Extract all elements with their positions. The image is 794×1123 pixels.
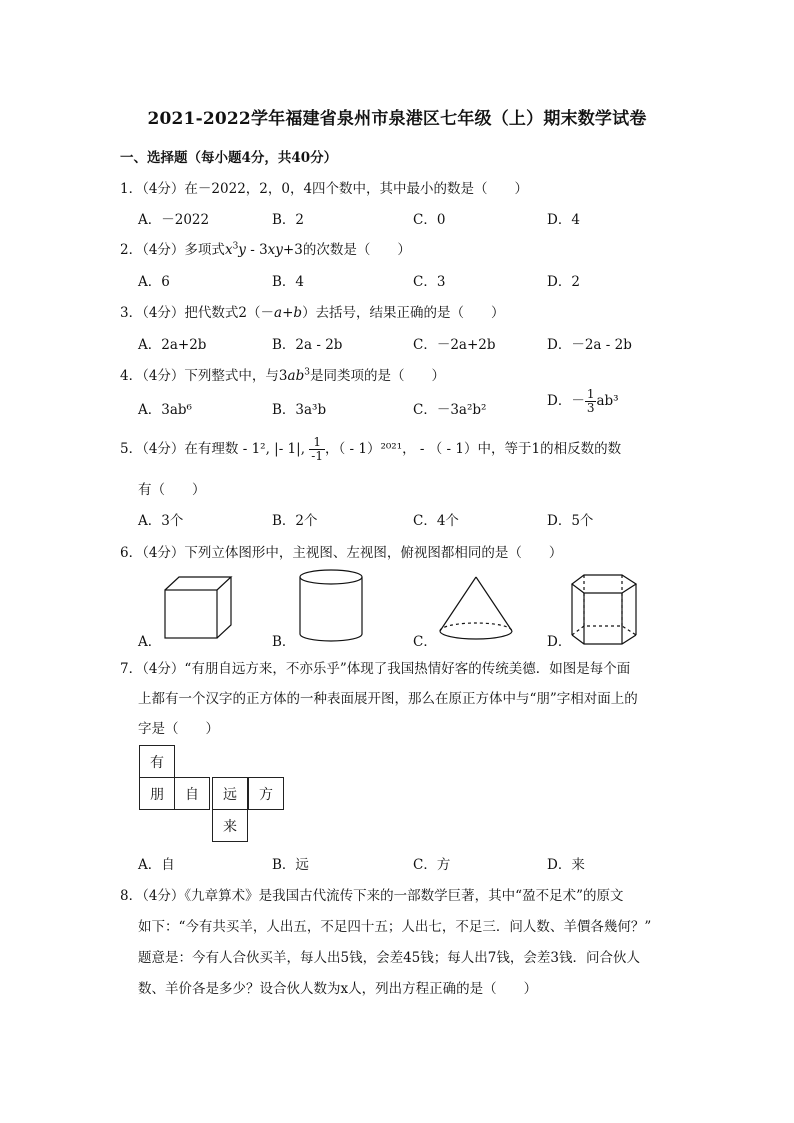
q4-option-c: C．－3a²b² [413, 402, 487, 418]
question-8-line-4: 数、羊价各是多少？设合伙人数为x人，列出方程正确的是（ ） [138, 981, 538, 997]
q2-expression: $x^3y - 3xy+3$ [224, 241, 303, 258]
q5-continuation: 有（ ） [138, 482, 206, 498]
question-7-line-1: 7．（4分）“有朋自远方来，不亦乐乎”体现了我国热情好客的传统美德．如图是每个面 [120, 661, 631, 677]
q4-option-a: A．3ab⁶ [138, 402, 192, 418]
q2-stem-pre: 2．（4分）多项式 [120, 242, 225, 258]
q1-option-b: B．2 [272, 212, 305, 228]
q6-option-c: C． [413, 634, 437, 650]
q3-expression: a+b [274, 305, 303, 321]
q2-option-d: D．2 [547, 274, 580, 290]
q5-option-a: A．3个 [138, 513, 184, 529]
q4-frac-num: 1 [586, 387, 595, 401]
net-cell-peng: 朋 [139, 777, 175, 810]
q3-option-a: A．2a+2b [138, 337, 207, 353]
q2-option-c: C．3 [413, 274, 446, 290]
q2-stem-post: 的次数是（ ） [302, 242, 411, 258]
question-5-stem [120, 436, 621, 463]
q4-option-b: B．3a³b [272, 402, 327, 418]
q7-option-c: C．方 [413, 857, 451, 873]
q4-option-d-fraction [585, 388, 597, 415]
q5-frac-den: -1 [311, 449, 323, 463]
q1-option-a: A．－2022 [138, 212, 210, 228]
net-cell-lai: 来 [212, 809, 248, 842]
q2-option-b: B．4 [272, 274, 305, 290]
question-4-stem [120, 364, 445, 384]
net-cell-you: 有 [139, 745, 175, 778]
q5-frac-num: 1 [309, 436, 325, 450]
question-3-stem [120, 301, 505, 321]
section-heading: 一、选择题（每小题4分，共40分） [120, 150, 338, 166]
q3-stem-post: ）去括号，结果正确的是（ ） [302, 305, 505, 321]
q6-option-b: B． [272, 634, 296, 650]
hexagonal-prism-figure [570, 574, 638, 646]
question-8-line-2: 如下：“今有共买羊，人出五，不足四十五；人出七，不足三．问人数、羊價各幾何？” [138, 919, 652, 935]
q4-expression: $ab^3$ [287, 367, 310, 384]
q7-option-a: A．自 [138, 857, 175, 873]
cube-figure [164, 576, 234, 640]
q1-option-c: C．0 [413, 212, 446, 228]
q6-option-a: A． [138, 634, 162, 650]
q4-option-d-prefix: D．－ [547, 393, 585, 409]
net-cell-fang: 方 [248, 777, 284, 810]
question-7-line-3: 字是（ ） [138, 721, 219, 737]
q3-stem-pre: 3．（4分）把代数式2（－ [120, 305, 275, 321]
q5-stem-pre: 5．（4分）在有理数 - 1², |- 1|, [120, 441, 310, 457]
q5-option-b: B．2个 [272, 513, 318, 529]
q3-option-b: B．2a - 2b [272, 337, 343, 353]
q4-frac-den: 3 [586, 401, 595, 415]
q5-stem-post: ，（ - 1）²⁰²¹， - （ - 1）中，等于1的相反数的数 [324, 441, 622, 457]
q5-fraction [309, 436, 325, 463]
q2-option-a: A．6 [138, 274, 170, 290]
q4-option-d-suffix: ab³ [596, 393, 619, 409]
q7-option-b: B．远 [272, 857, 309, 873]
question-2-stem [120, 238, 411, 258]
cone-figure [438, 576, 514, 642]
q3-option-d: D．－2a - 2b [547, 337, 632, 353]
cube-net [139, 745, 287, 845]
q6-option-d: D． [547, 634, 572, 650]
q4-stem-post: 是同类项的是（ ） [309, 368, 445, 384]
question-1-stem: 1．（4分）在－2022，2，0，4四个数中，其中最小的数是（ ） [120, 181, 529, 197]
question-8-line-3: 题意是：今有人合伙买羊，每人出5钱，会差45钱；每人出7钱，会差3钱．问合伙人 [138, 950, 640, 966]
net-cell-zi: 自 [174, 777, 210, 810]
question-8-line-1: 8．（4分）《九章算术》是我国古代流传下来的一部数学巨著，其中“盈不足术”的原文 [120, 888, 624, 904]
question-7-line-2: 上都有一个汉字的正方体的一种表面展开图，那么在原正方体中与“朋”字相对面上的 [138, 691, 638, 707]
q4-option-d [547, 388, 619, 415]
question-6-stem: 6．（4分）下列立体图形中，主视图、左视图，俯视图都相同的是（ ） [120, 545, 563, 561]
q1-option-d: D．4 [547, 212, 580, 228]
q3-option-c: C．－2a+2b [413, 337, 496, 353]
q7-option-d: D．来 [547, 857, 585, 873]
q5-option-c: C．4个 [413, 513, 459, 529]
page-title: 2021-2022学年福建省泉州市泉港区七年级（上）期末数学试卷 [147, 109, 647, 129]
net-cell-yuan: 远 [212, 777, 248, 810]
q5-option-d: D．5个 [547, 513, 594, 529]
cylinder-figure [298, 568, 364, 644]
q4-stem-pre: 4．（4分）下列整式中，与3 [120, 368, 288, 384]
